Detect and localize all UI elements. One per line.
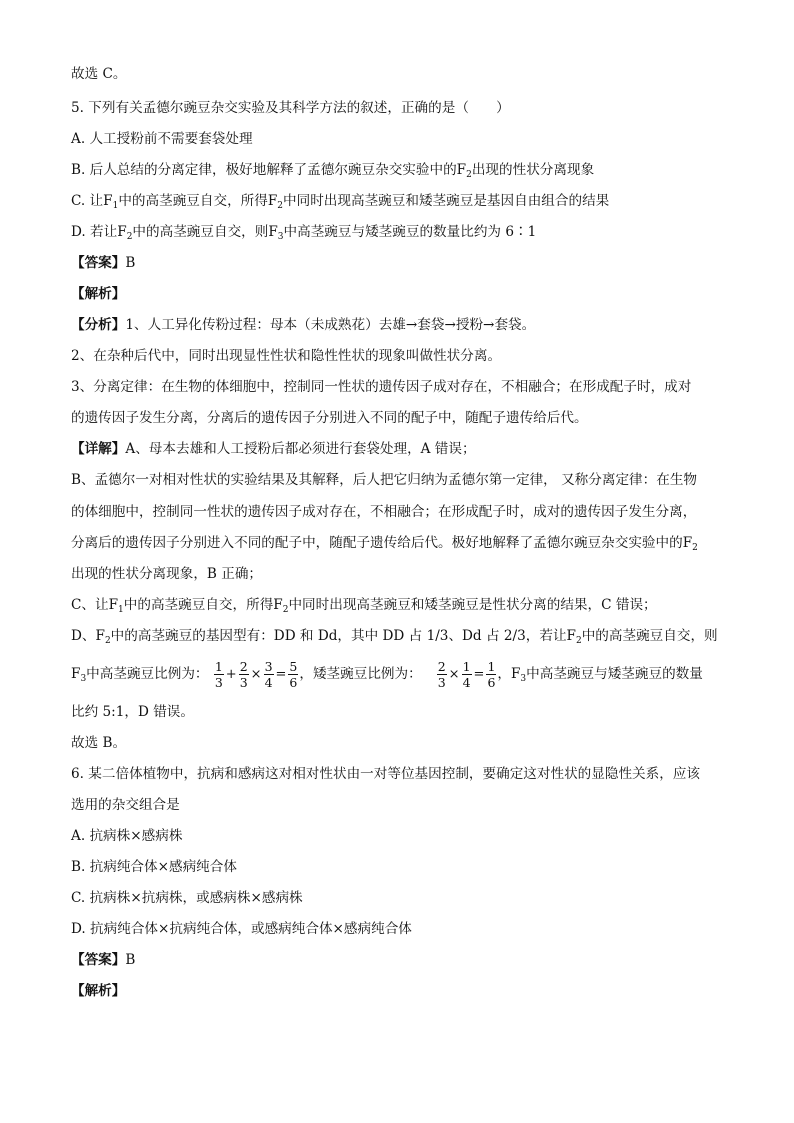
plus-sign: + xyxy=(225,667,237,682)
q5-option-c: C. 让$F_1$中的高茎豌豆自交，所得$F_2$中同时出现高茎豌豆和矮茎豌豆是基因自由组合的结果 xyxy=(71,193,610,211)
q6-option-c: C. 抗病株×抗病株，或感病株×感病株 xyxy=(71,890,303,906)
q5-xiangjie-b4: 出现的性状分离现象，B 正确； xyxy=(71,566,263,582)
q5-analysis-heading xyxy=(71,284,734,304)
q5-xiangjie-d1: D、$F_2$中的高茎豌豆的基因型有：DD 和 Dd，其中 DD 占 1/3、Dd 占 2/3，若让$F_2$中的高茎豌豆自交，则 xyxy=(71,628,718,646)
times-sign-b: × xyxy=(448,667,460,682)
q5-stem: 5. 下列有关孟德尔豌豆杂交实验及其科学方法的叙述，正确的是（ ） xyxy=(71,100,510,116)
fraction-1-3: $\frac{1}{3}$ xyxy=(214,659,223,690)
fraction-2-3: $\frac{2}{3}$ xyxy=(239,659,248,690)
q6-answer: 【答案】B xyxy=(71,952,136,968)
q6-stem-1: 6. 某二倍体植物中，抗病和感病这对相对性状由一对等位基因控制，要确定这对性状的显隐性关系，应该 xyxy=(71,766,701,782)
q5-option-a: A. 人工授粉前不需要套袋处理 xyxy=(71,131,253,147)
answer-tag: 【答案】 xyxy=(71,255,126,271)
analysis-tag: 【解析】 xyxy=(71,286,126,302)
fraction-3-4: $\frac{3}{4}$ xyxy=(264,659,273,690)
q6-option-a: A. 抗病株×感病株 xyxy=(71,828,183,844)
fraction-1-6: $\frac{1}{6}$ xyxy=(487,659,496,690)
times-sign: × xyxy=(250,667,262,682)
fraction-1-4: $\frac{1}{4}$ xyxy=(462,659,471,690)
q6-option-b: B. 抗病纯合体×感病纯合体 xyxy=(71,859,237,875)
equals-sign-b: = xyxy=(473,667,485,682)
q5-fenxi-2: 2、在杂种后代中，同时出现显性性状和隐性性状的现象叫做性状分离。 xyxy=(71,348,502,364)
q5-xiangjie-c: C、让$F_1$中的高茎豌豆自交，所得$F_2$中同时出现高茎豌豆和矮茎豌豆是性状分离的结果，C 错误； xyxy=(71,597,657,615)
q5-xiangjie-b2: 的体细胞中，控制同一性状的遗传因子成对存在，不相融合；在形成配子时，成对的遗传因子发生分离， xyxy=(71,504,697,520)
q5-xiangjie-b1: B、孟德尔一对相对性状的实验结果及其解释，后人把它归纳为孟德尔第一定律， 又称分离定律：在生物 xyxy=(71,472,698,488)
q5-xiangjie-a: 【详解】A、母本去雄和人工授粉后都必须进行套袋处理，A 错误； xyxy=(71,441,476,457)
q5-option-d: D. 若让$F_2$中的高茎豌豆自交，则$F_3$中高茎豌豆与矮茎豌豆的数量比约为 6∶1 xyxy=(71,224,537,242)
q5-answer: 【答案】B xyxy=(71,255,136,271)
analysis-tag: 【解析】 xyxy=(71,983,126,999)
equals-sign: = xyxy=(275,667,287,682)
answer-tag: 【答案】 xyxy=(71,952,126,968)
q5-fenxi-3b: 的遗传因子发生分离，分离后的遗传因子分别进入不同的配子中，随配子遗传给后代。 xyxy=(71,410,588,426)
fenxi-tag: 【分析】 xyxy=(71,317,126,333)
q6-analysis-heading xyxy=(71,981,734,1001)
q6-stem-2: 选用的杂交组合是 xyxy=(71,797,180,813)
q5-xiangjie-b3: 分离后的遗传因子分别进入不同的配子中，随配子遗传给后代。极好地解释了孟德尔豌豆杂交实验中的$F_2$ xyxy=(71,535,698,553)
q6-option-d: D. 抗病纯合体×抗病纯合体，或感病纯合体×感病纯合体 xyxy=(71,921,412,937)
q5-option-b: B. 后人总结的分离定律，极好地解释了孟德尔豌豆杂交实验中的$F_2$出现的性状分离现象 xyxy=(71,162,595,180)
q5-fenxi-1: 【分析】1、人工异化传粉过程：母本（未成熟花）去雄→套袋→授粉→套袋。 xyxy=(71,317,536,333)
q5-fenxi-3a: 3、分离定律：在生物的体细胞中，控制同一性状的遗传因子成对存在，不相融合；在形成配子时，成对 xyxy=(71,379,692,395)
q5-xiangjie-d2: $F_3$中高茎豌豆比例为： $\frac{1}{3}$ + $\frac{2}{3}$ × $\frac{3}{4}$ = $\frac{5}{6}$ ，矮茎豌豆比例为： $\frac{2}{3}$ × $\frac{1}{4}$ = $\frac{1}{6}$ ，$F_3$中高茎豌豆与矮茎豌豆的数量 xyxy=(71,659,703,690)
fraction-5-6: $\frac{5}{6}$ xyxy=(289,659,298,690)
q5-xiangjie-d3: 比约 5:1，D 错误。 xyxy=(71,704,194,720)
q5-conclusion: 故选 B。 xyxy=(71,735,127,751)
xiangjie-tag: 【详解】 xyxy=(71,441,126,457)
fraction-2-3-b: $\frac{2}{3}$ xyxy=(437,659,446,690)
previous-conclusion: 故选 C。 xyxy=(71,66,127,82)
